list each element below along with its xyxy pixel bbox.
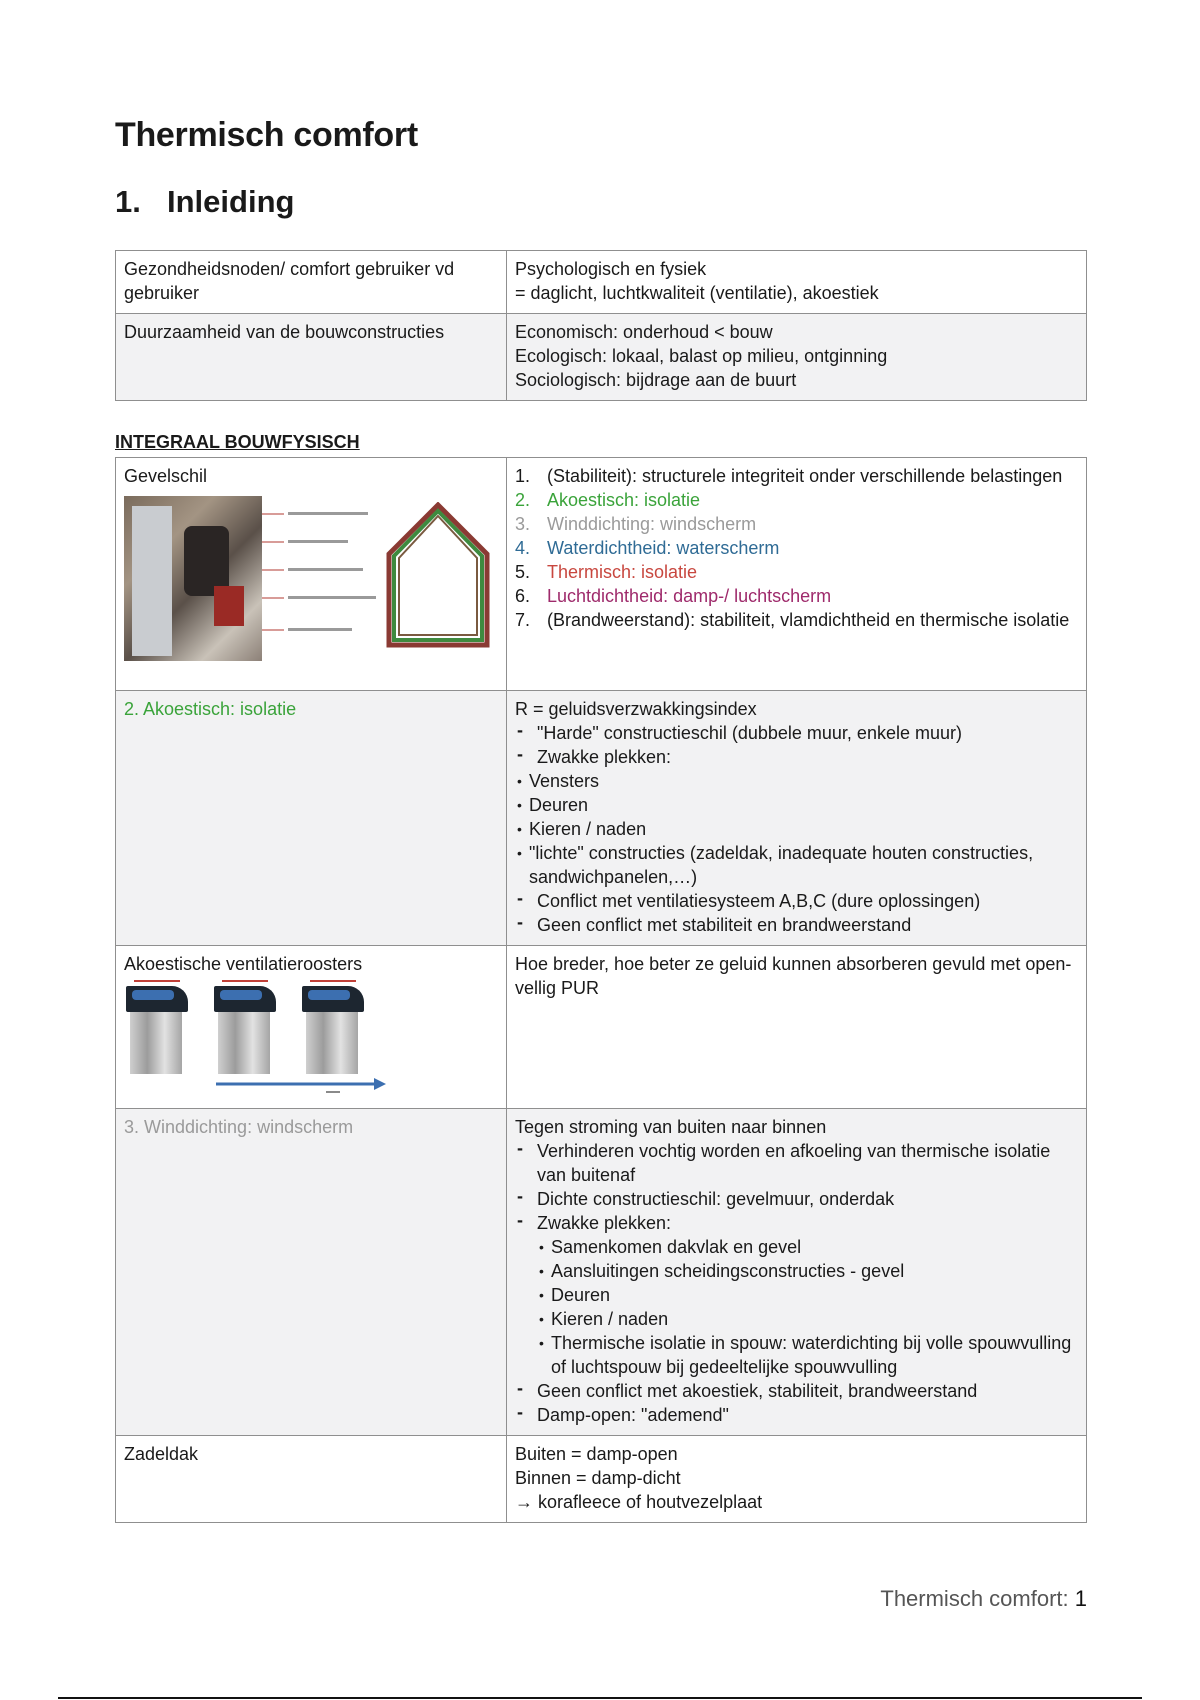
item-text: Deuren — [529, 795, 589, 815]
akoestisch-bullet-list — [515, 769, 1078, 889]
list-item — [537, 1235, 1078, 1259]
table-cell — [116, 314, 507, 401]
table-cell — [507, 251, 1087, 314]
section-title: Inleiding — [167, 184, 295, 219]
intro-row-2-line: Economisch: onderhoud < bouw — [515, 322, 773, 342]
list-item — [515, 536, 1078, 560]
table-row — [116, 1109, 1087, 1436]
page-footer — [880, 1586, 1087, 1612]
footer-text: Thermisch comfort: — [880, 1586, 1075, 1611]
table-cell — [116, 1436, 507, 1523]
list-item — [515, 745, 1078, 769]
akoestisch-label: 2. Akoestisch: isolatie — [124, 699, 297, 719]
intro-row-1-line: = daglicht, luchtkwaliteit (ventilatie), akoestiek — [515, 283, 879, 303]
table-cell — [507, 314, 1087, 401]
list-item — [515, 584, 1078, 608]
zadeldak-label: Zadeldak — [124, 1444, 199, 1464]
wall-section-photo — [124, 496, 262, 661]
list-item — [515, 1211, 1078, 1235]
list-item — [515, 464, 1078, 488]
item-number: 7. — [515, 610, 531, 630]
intro-row-2-line: Sociologisch: bijdrage aan de buurt — [515, 370, 797, 390]
list-item — [515, 560, 1078, 584]
table-cell — [507, 458, 1087, 691]
list-item — [515, 841, 1078, 889]
page-divider — [58, 1697, 1142, 1699]
list-item — [515, 889, 1078, 913]
item-text: Winddichting: windscherm — [547, 514, 757, 534]
intro-row-2-left: Duurzaamheid van de bouwconstructies — [124, 322, 445, 342]
akoestisch-dash-list — [515, 721, 1078, 769]
item-text: Geen conflict met stabiliteit en brandweerstand — [537, 915, 912, 935]
table-row — [116, 314, 1087, 401]
wind-bullet-list — [515, 1235, 1078, 1379]
list-item — [515, 769, 1078, 793]
zadeldak-line: → korafleece of houtvezelplaat — [515, 1492, 763, 1512]
item-text: Kieren / naden — [529, 819, 647, 839]
item-text: Dichte constructieschil: gevelmuur, onderdak — [537, 1189, 895, 1209]
roosters-label: Akoestische ventilatieroosters — [124, 954, 363, 974]
item-text: Geen conflict met akoestiek, stabiliteit, brandweerstand — [537, 1381, 978, 1401]
item-text: Luchtdichtheid: damp-/ luchtscherm — [547, 586, 832, 606]
intro-row-1-line: Psychologisch en fysiek — [515, 259, 707, 279]
list-item — [515, 488, 1078, 512]
item-text: Zwakke plekken: — [537, 747, 672, 767]
house-diagram-icon — [386, 502, 490, 648]
table-row — [116, 1436, 1087, 1523]
list-item — [515, 721, 1078, 745]
item-number: 1. — [515, 466, 531, 486]
table-row — [116, 458, 1087, 691]
item-text: Thermische isolatie in spouw: waterdichting bij volle spouwvulling of luchtspouw bij gedeeltelijke spouwvulling — [551, 1333, 1072, 1377]
wind-label: 3. Winddichting: windscherm — [124, 1117, 354, 1137]
list-item — [515, 1139, 1078, 1187]
gevelschil-figure — [124, 496, 498, 668]
wind-dash-list-2 — [515, 1379, 1078, 1427]
vent-image — [302, 982, 372, 1074]
item-text: Verhinderen vochtig worden en afkoeling van thermische isolatie van buitenaf — [537, 1141, 1051, 1185]
item-text: Akoestisch: isolatie — [547, 490, 701, 510]
list-item — [515, 1403, 1078, 1427]
item-text: Aansluitingen scheidingsconstructies - gevel — [551, 1261, 905, 1281]
zadeldak-line: Buiten = damp-open — [515, 1444, 678, 1464]
document-title: Thermisch comfort — [115, 116, 418, 154]
wind-dash-list — [515, 1139, 1078, 1235]
item-text: Conflict met ventilatiesysteem A,B,C (dure oplossingen) — [537, 891, 981, 911]
page-number: 1 — [1074, 1586, 1087, 1611]
list-item — [515, 913, 1078, 937]
section-heading — [115, 184, 294, 220]
table-row — [116, 251, 1087, 314]
item-text: Thermisch: isolatie — [547, 562, 698, 582]
table-cell — [116, 691, 507, 946]
list-item — [515, 608, 1078, 632]
list-item — [537, 1307, 1078, 1331]
item-number: 3. — [515, 514, 531, 534]
arrow-right-icon — [214, 1076, 394, 1096]
intro-table — [115, 250, 1087, 401]
table-cell — [116, 251, 507, 314]
item-text: Zwakke plekken: — [537, 1213, 672, 1233]
gevelschil-list — [515, 464, 1078, 632]
list-item — [515, 817, 1078, 841]
vent-images — [124, 982, 498, 1074]
list-item — [515, 793, 1078, 817]
akoestisch-dash-list-2 — [515, 889, 1078, 937]
table-row — [116, 946, 1087, 1109]
gevelschil-label: Gevelschil — [124, 466, 208, 486]
list-item — [537, 1331, 1078, 1379]
table-cell — [116, 946, 507, 1109]
table-cell — [507, 1109, 1087, 1436]
zadeldak-line: Binnen = damp-dicht — [515, 1468, 681, 1488]
table-cell — [507, 1436, 1087, 1523]
roosters-text: Hoe breder, hoe beter ze geluid kunnen absorberen gevuld met open-vellig PUR — [515, 954, 1072, 998]
item-number: 6. — [515, 586, 531, 606]
list-item — [515, 1187, 1078, 1211]
section-number: 1. — [115, 184, 141, 219]
list-item — [537, 1283, 1078, 1307]
vent-image — [126, 982, 196, 1074]
intro-row-1-left: Gezondheidsnoden/ comfort gebruiker vd gebruiker — [124, 259, 455, 303]
intro-row-2-line: Ecologisch: lokaal, balast op milieu, ontginning — [515, 346, 888, 366]
subheading: INTEGRAAL BOUWFYSISCH — [115, 432, 360, 452]
item-text: "Harde" constructieschil (dubbele muur, enkele muur) — [537, 723, 962, 743]
item-text: (Brandweerstand): stabiliteit, vlamdichtheid en thermische isolatie — [547, 610, 1070, 630]
list-item — [515, 512, 1078, 536]
item-number: 5. — [515, 562, 531, 582]
item-text: Waterdichtheid: waterscherm — [547, 538, 780, 558]
item-text: Samenkomen dakvlak en gevel — [551, 1237, 802, 1257]
item-text: (Stabiliteit): structurele integriteit onder verschillende belastingen — [547, 466, 1063, 486]
table-row — [116, 691, 1087, 946]
bouwfysisch-table — [115, 457, 1087, 1523]
akoestisch-intro: R = geluidsverzwakkingsindex — [515, 699, 757, 719]
table-cell — [116, 458, 507, 691]
item-text: "lichte" constructies (zadeldak, inadequate houten constructies, sandwichpanelen,…) — [529, 843, 1034, 887]
table-cell — [116, 1109, 507, 1436]
photo-legend-lines — [262, 504, 382, 669]
item-text: Kieren / naden — [551, 1309, 669, 1329]
item-number: 2. — [515, 490, 531, 510]
item-text: Damp-open: "ademend" — [537, 1405, 729, 1425]
table-cell — [507, 946, 1087, 1109]
list-item — [515, 1379, 1078, 1403]
list-item — [537, 1259, 1078, 1283]
item-text: Vensters — [529, 771, 600, 791]
wind-intro: Tegen stroming van buiten naar binnen — [515, 1117, 827, 1137]
item-text: Deuren — [551, 1285, 611, 1305]
table-cell — [507, 691, 1087, 946]
item-number: 4. — [515, 538, 531, 558]
vent-image — [214, 982, 284, 1074]
